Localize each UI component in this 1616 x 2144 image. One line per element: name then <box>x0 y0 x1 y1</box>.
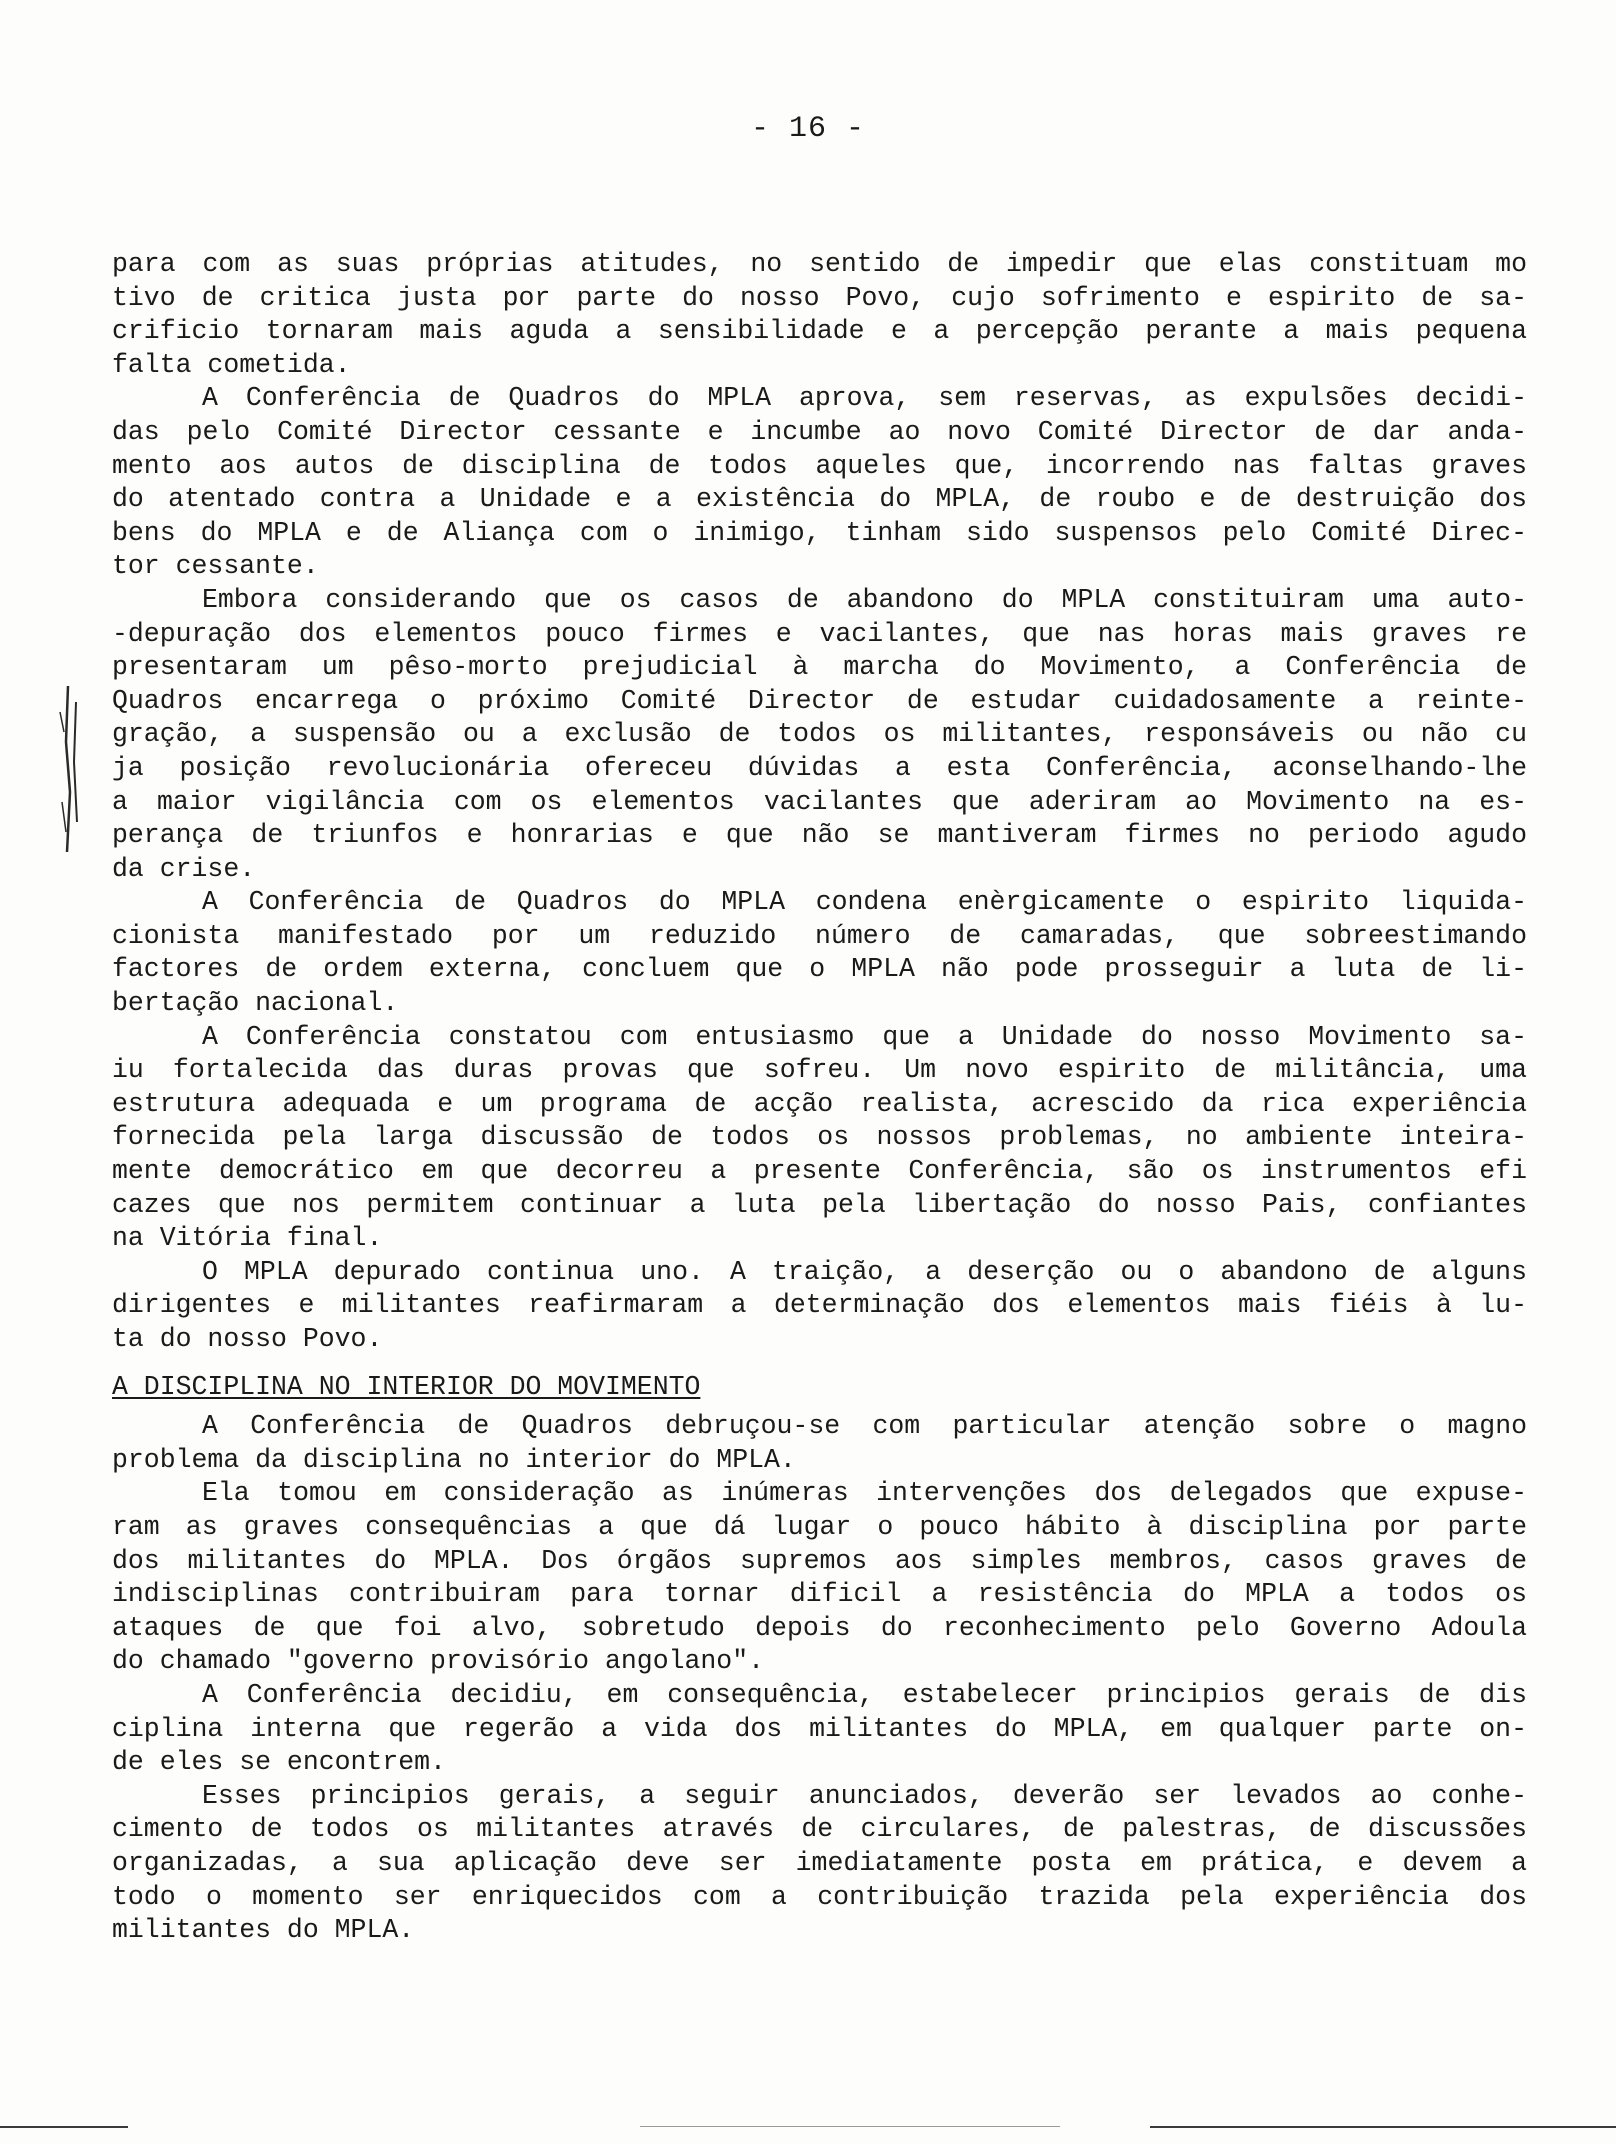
handwritten-margin-mark <box>56 682 90 860</box>
text-line: A Conferência de Quadros do MPLA condena enèrgicamente o espirito liquida- <box>202 887 1527 918</box>
paragraph <box>112 1410 1527 1477</box>
paragraph <box>112 1477 1527 1679</box>
text-line: gração, a suspensão ou a exclusão de todos os militantes, responsáveis ou não cu <box>112 719 1527 750</box>
text-line: ram as graves consequências a que dá lugar o pouco hábito à disciplina por parte <box>112 1511 1527 1542</box>
text-line: na Vitória final. <box>112 1223 383 1254</box>
text-line: fornecida pela larga discussão de todos os nossos problemas, no ambiente inteira- <box>112 1122 1527 1153</box>
text-line: todo o momento ser enriquecidos com a contribuição trazida pela experiência dos <box>112 1881 1527 1912</box>
text-line: Embora considerando que os casos de abandono do MPLA constituiram uma auto- <box>202 584 1527 615</box>
text-line: Esses principios gerais, a seguir anunciados, deverão ser levados ao conhe- <box>202 1780 1527 1811</box>
text-line: tor cessante. <box>112 551 319 582</box>
page-edge-line <box>0 2126 128 2128</box>
text-line: iu fortalecida das duras provas que sofreu. Um novo espirito de militância, uma <box>112 1055 1527 1086</box>
text-line: organizadas, a sua aplicação deve ser imediatamente posta em prática, e devem a <box>112 1847 1527 1878</box>
text-line: factores de ordem externa, concluem que o MPLA não pode prosseguir a luta de li- <box>112 954 1527 985</box>
paragraph <box>112 1780 1527 1948</box>
page-edge-line <box>640 2126 1060 2127</box>
text-line: Quadros encarrega o próximo Comité Director de estudar cuidadosamente a reinte- <box>112 685 1527 716</box>
text-line: da crise. <box>112 853 256 884</box>
text-line: para com as suas próprias atitudes, no sentido de impedir que elas constituam mo <box>112 249 1527 279</box>
text-line: ta do nosso Povo. <box>112 1324 383 1354</box>
text-line: cionista manifestado por um reduzido número de camaradas, que sobreestimando <box>112 920 1527 951</box>
page-edge-line <box>1150 2126 1616 2128</box>
text-line: tivo de critica justa por parte do nosso Povo, cujo sofrimento e espirito de sa- <box>112 282 1527 313</box>
text-line: problema da disciplina no interior do MPLA. <box>112 1444 796 1475</box>
text-line: crificio tornaram mais aguda a sensibilidade e a percepção perante a mais pequena <box>112 316 1527 347</box>
text-line: cazes que nos permitem continuar a luta pela libertação do nosso Pais, confiantes <box>112 1189 1527 1220</box>
text-line: O MPLA depurado continua uno. A traição, a deserção ou o abandono de alguns <box>202 1256 1527 1287</box>
text-line: indisciplinas contribuiram para tornar dificil a resistência do MPLA a todos os <box>112 1579 1527 1610</box>
text-line: a maior vigilância com os elementos vacilantes que aderiram ao Movimento na es- <box>112 786 1527 817</box>
text-line: falta cometida. <box>112 349 351 380</box>
text-line: cimento de todos os militantes através de circulares, de palestras, de discussões <box>112 1814 1527 1845</box>
text-line: militantes do MPLA. <box>112 1915 415 1946</box>
text-line: mente democrático em que decorreu a presente Conferência, são os instrumentos efi <box>112 1156 1527 1187</box>
text-line: bens do MPLA e de Aliança com o inimigo, tinham sido suspensos pelo Comité Direc- <box>112 517 1527 548</box>
text-line: do chamado "governo provisório angolano". <box>112 1646 765 1677</box>
paragraph <box>112 1679 1527 1780</box>
section-heading: A DISCIPLINA NO INTERIOR DO MOVIMENTO <box>112 1371 701 1402</box>
text-line: -depuração dos elementos pouco firmes e vacilantes, que nas horas mais graves re <box>112 618 1527 649</box>
text-line: A Conferência de Quadros debruçou-se com particular atenção sobre o magno <box>202 1411 1527 1442</box>
text-line: dos militantes do MPLA. Dos órgãos supremos aos simples membros, casos graves de <box>112 1545 1527 1576</box>
paragraph <box>112 1021 1527 1256</box>
body-text <box>112 248 1527 1948</box>
text-line: perança de triunfos e honrarias e que não se mantiveram firmes no periodo agudo <box>112 820 1527 851</box>
text-line: A Conferência decidiu, em consequência, estabelecer principios gerais de dis <box>202 1679 1527 1710</box>
text-line: dirigentes e militantes reafirmaram a determinação dos elementos mais fiéis à lu- <box>112 1290 1527 1321</box>
text-line: do atentado contra a Unidade e a existência do MPLA, de roubo e de destruição dos <box>112 484 1527 515</box>
paragraph <box>112 382 1527 584</box>
text-line: ciplina interna que regerão a vida dos militantes do MPLA, em qualquer parte on- <box>112 1713 1527 1744</box>
paragraph <box>112 886 1527 1020</box>
text-line: de eles se encontrem. <box>112 1747 446 1778</box>
text-line: mento aos autos de disciplina de todos aqueles que, incorrendo nas faltas graves <box>112 450 1527 481</box>
text-line: das pelo Comité Director cessante e incumbe ao novo Comité Director de dar anda- <box>112 416 1527 447</box>
text-line: presentaram um pêso-morto prejudicial à marcha do Movimento, a Conferência de <box>112 652 1527 683</box>
paragraph <box>112 584 1527 886</box>
paragraph <box>112 1256 1527 1357</box>
text-line: estrutura adequada e um programa de acção realista, acrescido da rica experiência <box>112 1088 1527 1119</box>
text-line: bertação nacional. <box>112 988 399 1019</box>
paragraph <box>112 248 1527 382</box>
text-line: ja posição revolucionária ofereceu dúvidas a esta Conferência, aconselhando-lhe <box>112 752 1527 783</box>
text-line: A Conferência constatou com entusiasmo que a Unidade do nosso Movimento sa- <box>202 1021 1527 1052</box>
text-line: ataques de que foi alvo, sobretudo depois do reconhecimento pelo Governo Adoula <box>112 1612 1527 1643</box>
page-number: - 16 - <box>750 112 866 146</box>
text-line: Ela tomou em consideração as inúmeras intervenções dos delegados que expuse- <box>202 1478 1527 1509</box>
text-line: A Conferência de Quadros do MPLA aprova, sem reservas, as expulsões decidi- <box>202 383 1527 414</box>
